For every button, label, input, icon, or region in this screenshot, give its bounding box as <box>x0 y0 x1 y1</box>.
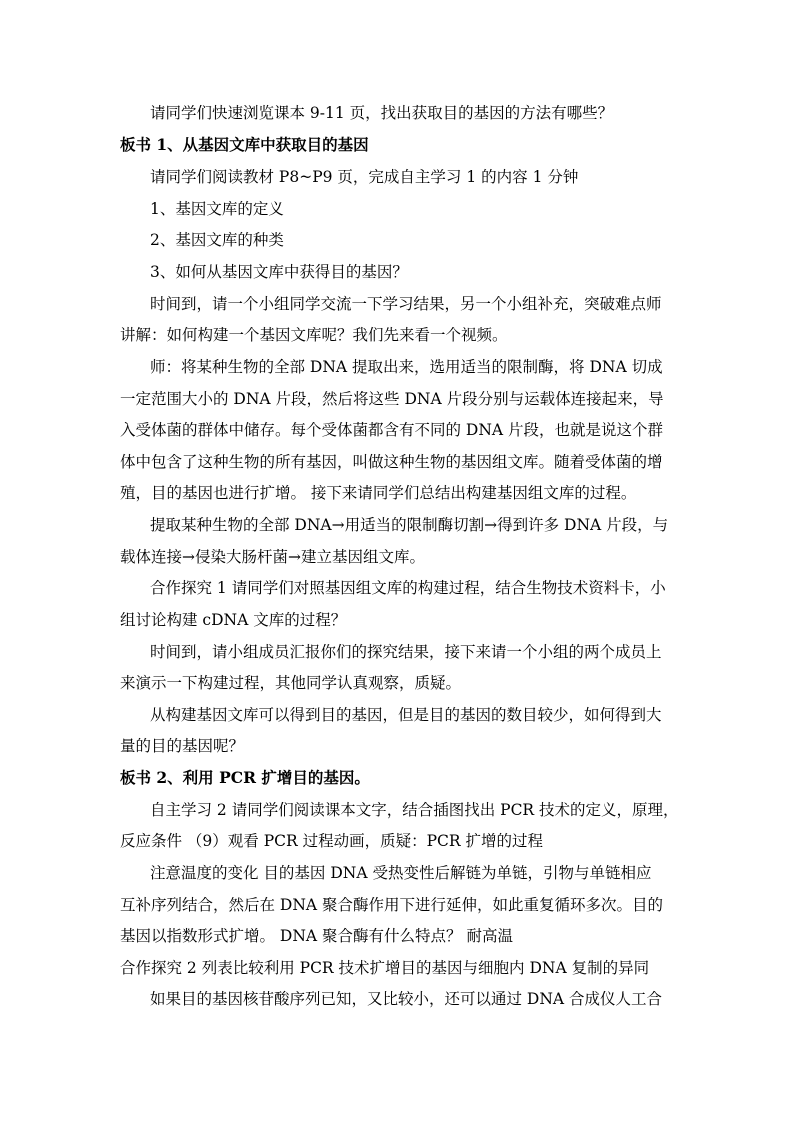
text-line-7: 时间到，请一个小组同学交流一下学习结果，另一个小组补充，突破难点师 <box>150 295 662 313</box>
text-line-28: 合作探究 2 列表比较利用 PCR 技术扩增目的基因与细胞内 DNA 复制的异同 <box>120 959 650 977</box>
text-line-23: 自主学习 2 请同学们阅读课本文字，结合插图找出 PCR 技术的定义，原理， <box>150 801 679 819</box>
text-line-24: 反应条件 （9）观看 PCR 过程动画，质疑：PCR 扩增的过程 <box>120 832 543 850</box>
text-line-21: 量的目的基因呢？ <box>120 737 245 755</box>
text-line-29: 如果目的基因核苷酸序列已知，又比较小，还可以通过 DNA 合成仪人工合 <box>150 990 663 1008</box>
list-item-3: 3、如何从基因文库中获得目的基因？ <box>150 263 408 281</box>
text-line-13: 殖，目的基因也进行扩增。 接下来请同学们总结出构建基因组文库的过程。 <box>120 484 637 502</box>
text-line-8: 讲解：如何构建一个基因文库呢？我们先来看一个视频。 <box>120 326 508 344</box>
text-line-25: 注意温度的变化 目的基因 DNA 受热变性后解链为单链，引物与单链相应 <box>150 864 652 882</box>
text-line-11: 入受体菌的群体中储存。每个受体菌都含有不同的 DNA 片段，也就是说这个群 <box>120 421 664 439</box>
text-line-27: 基因以指数形式扩增。 DNA 聚合酶有什么特点？ 耐高温 <box>120 927 513 945</box>
text-line-18: 时间到，请小组成员汇报你们的探究结果，接下来请一个小组的两个成员上 <box>150 643 662 661</box>
text-line-20: 从构建基因文库可以得到目的基因，但是目的基因的数目较少，如何得到大 <box>150 706 662 724</box>
list-item-2: 2、基因文库的种类 <box>150 231 284 249</box>
text-line-19: 来演示一下构建过程，其他同学认真观察，质疑。 <box>120 674 462 692</box>
text-line-14: 提取某种生物的全部 DNA→用适当的限制酶切割→得到许多 DNA 片段，与 <box>150 516 669 534</box>
text-line-3: 请同学们阅读教材 P8~P9 页，完成自主学习 1 的内容 1 分钟 <box>150 168 579 186</box>
text-line-12: 体中包含了这种生物的所有基因，叫做这种生物的基因组文库。随着受体菌的增 <box>120 453 663 471</box>
text-line-26: 互补序列结合，然后在 DNA 聚合酶作用下进行延伸，如此重复循环多次。目的 <box>120 896 664 914</box>
text-line-9: 师：将某种生物的全部 DNA 提取出来，选用适当的限制酶，将 DNA 切成 <box>150 358 663 376</box>
heading-board-2: 板书 2、利用 PCR 扩增目的基因。 <box>120 768 370 787</box>
list-item-1: 1、基因文库的定义 <box>150 200 284 218</box>
text-line-16: 合作探究 1 请同学们对照基因组文库的构建过程，结合生物技术资料卡，小 <box>150 579 666 597</box>
text-line-17: 组讨论构建 cDNA 文库的过程？ <box>120 611 347 629</box>
text-line-15: 载体连接→侵染大肠杆菌→建立基因组文库。 <box>120 548 425 566</box>
text-line-10: 一定范围大小的 DNA 片段，然后将这些 DNA 片段分别与运载体连接起来，导 <box>120 390 664 408</box>
text-line-1: 请同学们快速浏览课本 9-11 页，找出获取目的基因的方法有哪些？ <box>150 104 614 122</box>
heading-board-1: 板书 1、从基因文库中获取目的基因 <box>120 135 369 154</box>
